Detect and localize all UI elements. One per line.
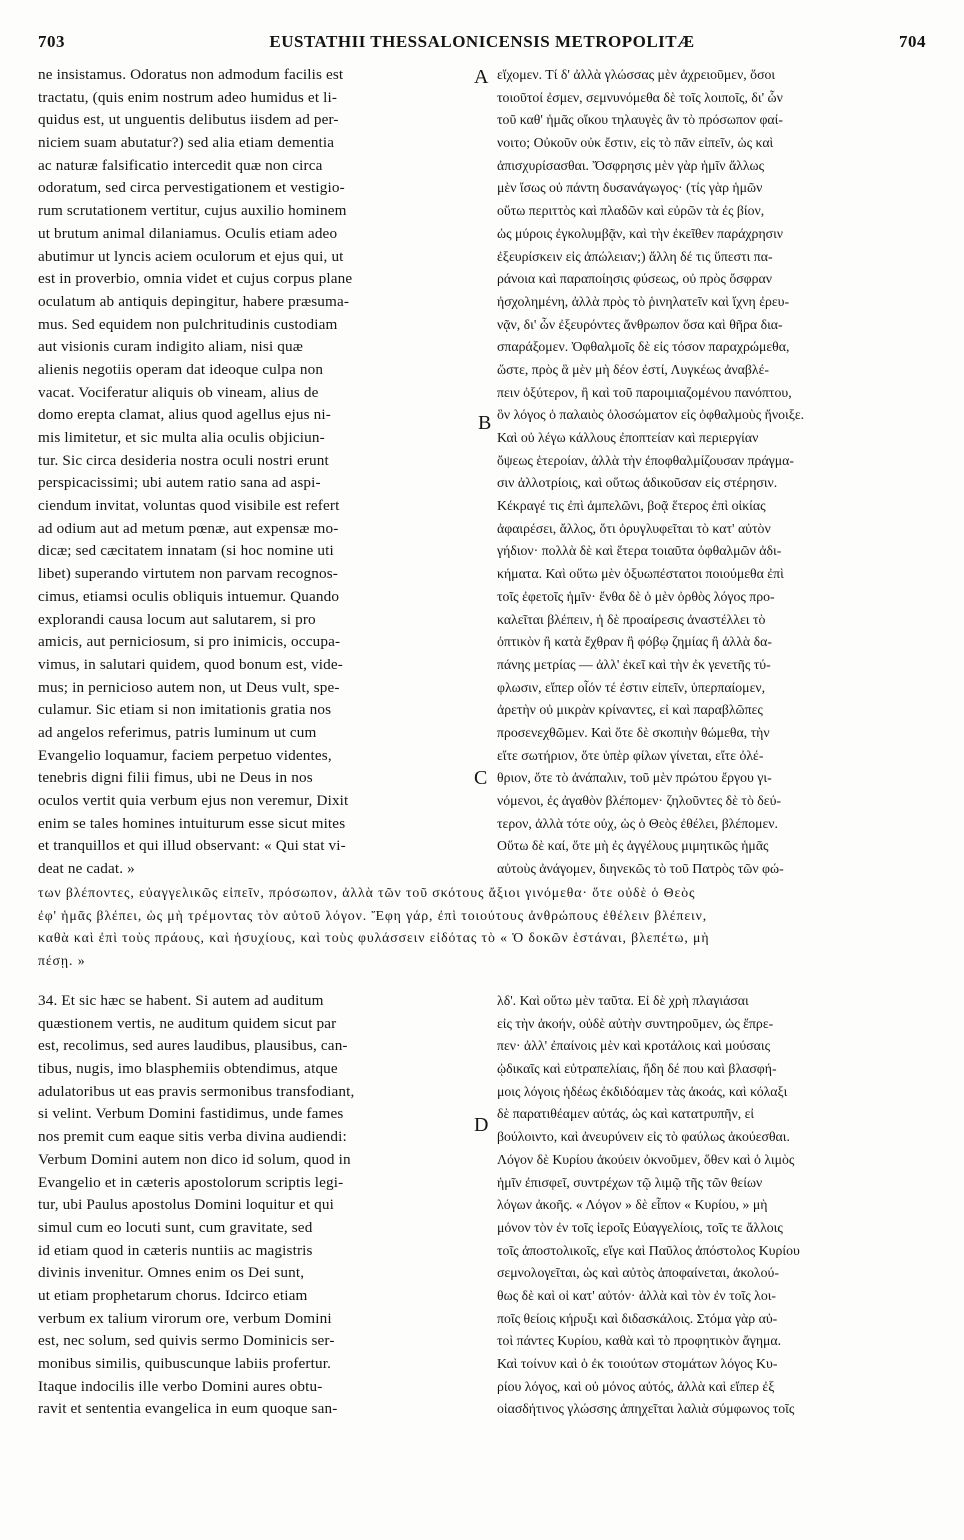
greek-text-line: ρίου λόγος, καὶ οὐ μόνος αὐτός, ἀλλὰ καὶ εἴπερ ἐξ: [497, 1378, 775, 1394]
page-header: [38, 32, 926, 56]
latin-column-top: [38, 64, 472, 881]
latin-text-line: Evangelio loquamur, faciem perpetuo videntes,: [38, 746, 332, 764]
greek-text-line: αὐτοὺς ἀνάγομεν, διηνεκῶς τὸ τοῦ Πατρὸς τῶν φώ-: [497, 861, 784, 877]
greek-column-bottom: [497, 990, 929, 1421]
greek-text-line: ᾠδικαῖς καὶ εὐτραπελίαις, ἤδη δέ που καὶ βλασφή-: [497, 1061, 777, 1077]
latin-text-line: est, nec solum, sed quivis sermo Dominicis ser-: [38, 1332, 335, 1350]
greek-text-line: καλεῖται βλέπειν, ἡ δὲ προαίρεσις ἀναστέλλει τὸ: [497, 611, 766, 627]
greek-text-line: εἰς τὴν ἀκοήν, οὐδὲ αὐτὴν συντηροῦμεν, ὡς ἔπρε-: [497, 1015, 774, 1031]
latin-text-line: nos premit cum eaque sitis verba divina audiendi:: [38, 1128, 347, 1146]
greek-text-line: νᾷν, δι' ὧν ἐξευρόντες ἄνθρωπον ὅσα καὶ θῆρα δια-: [497, 316, 783, 332]
greek-text-line: οἱασδήτινος γλώσσης ἀπηχεῖται λαλιὰ σύμφωνος τοῖς: [497, 1401, 795, 1417]
latin-text-line: tur, ubi Paulus apostolus Domini loquitur et qui: [38, 1196, 334, 1214]
latin-text-line: libet) superando virtutem non parvam recognos-: [38, 565, 339, 583]
running-title: EUSTATHII THESSALONICENSIS METROPOLITÆ: [269, 32, 695, 51]
greek-text-line: ἐφ' ἡμᾶς βλέπει, ὡς μὴ τρέμοντας τὸν αὐτοῦ λόγον. Ἔφη γάρ, ἐπὶ τοιούτους ἀνθρώπους ἐθέλειν βλέπειν,: [38, 907, 708, 923]
greek-text-line: ὀπτικὸν ἢ κατὰ ἔχθραν ἢ φόβῳ ζημίας ἢ ἀλλὰ δα-: [497, 634, 772, 650]
greek-text-line: καθὰ καὶ ἐπὶ τοὺς πράους, καὶ ἡσυχίους, καὶ τοὺς φυλάσσειν εἰδότας τὸ « Ὁ δοκῶν ἑστάναι, βλεπέτω, μὴ: [38, 930, 710, 946]
latin-text-line: tur. Sic circa desideria nostra oculi nostri erunt: [38, 451, 329, 469]
latin-text-line: alienis negotiis operam dat ideoque culpa non: [38, 360, 324, 378]
latin-text-line: tibus, nugis, imo blasphemiis obtendimus, atque: [38, 1060, 338, 1078]
latin-text-line: mus. Sed equidem non pulchritudinis custodiam: [38, 315, 338, 333]
greek-text-line: Οὕτω δὲ καί, ὅτε μὴ ἐς ἀγγέλους μιμητικῶς ἡμᾶς: [497, 838, 769, 854]
greek-text-line: Λόγον δὲ Κυρίου ἀκούειν ὀκνοῦμεν, ὅθεν καὶ ὁ λιμὸς: [497, 1151, 795, 1167]
greek-text-line: ἡμῖν ἐπισφεῖ, συντρέχων τῷ λιμῷ τῆς τῶν θείων: [497, 1174, 763, 1190]
latin-text-line: quidus est, ut unguentis delibutus iisdem ad per-: [38, 111, 339, 129]
greek-text-line: θριον, ὅτε τὸ ἀνάπαλιν, τοῦ μὲν πρώτου ἔργου γι-: [497, 770, 772, 786]
greek-text-line: νοιτο; Οὐκοῦν οὐκ ἔστιν, εἰς τὸ πᾶν εἰπεῖν, ὡς καὶ: [497, 135, 774, 151]
section-marker-d: D: [474, 1114, 489, 1136]
greek-text-line: πεν· ἀλλ' ἐπαίνοις μὲν καὶ κροτάλοις καὶ μούσαις: [497, 1038, 771, 1054]
greek-text-line: ἀρετὴν οὐ μικρὰν κρίναντες, εἰ καὶ παραβλῶπες: [497, 702, 763, 718]
latin-text-line: aut visionis curam indigito aliam, nisi quæ: [38, 338, 304, 356]
greek-text-line: τερον, ἀλλὰ τότε οὐχ, ὡς ὁ Θεὸς ἐθέλει, βλέπομεν.: [497, 815, 778, 831]
greek-text-line: των βλέποντες, εὐαγγελικῶς εἰπεῖν, πρόσωπον, ἀλλὰ τῶν τοῦ σκότους ἄξιοι γινόμεθα· ὅτε οὐδὲ ὁ Θεὸς: [38, 885, 696, 900]
greek-text-line: ὥστε, πρὸς ἃ μὲν μὴ δέον ἐστί, Λυγκέως ἀναβλέ-: [497, 361, 770, 377]
latin-text-line: culamur. Sic etiam si non imitationis gratia nos: [38, 701, 332, 719]
greek-text-line: σιν ἀλλοτρίοις, καὶ οὕτως ἀδικοῦσαν εἰς στέρησιν.: [497, 475, 778, 491]
latin-text-line: ut etiam prophetarum chorus. Idcirco etiam: [38, 1286, 308, 1304]
latin-text-line: ad angelos referimus, patris luminum ut cum: [38, 723, 317, 741]
latin-text-line: est, recolimus, sed aures laudibus, plausibus, can-: [38, 1037, 348, 1055]
latin-text-line: oculos vertit quia verbum ejus non veremur, Dixit: [38, 792, 349, 809]
latin-text-line: perspicacissimi; ubi autem ratio sana ad aspi-: [38, 474, 321, 492]
greek-text-line: εἴχομεν. Τί δ' ἀλλὰ γλώσσας μὲν ἀχρειοῦμεν, ὅσοι: [497, 67, 776, 82]
latin-text-line: ciendum invitat, voluntas quod visibile est refert: [38, 497, 340, 515]
latin-text-line: monibus similis, quibuscunque labiis profertur.: [38, 1355, 332, 1372]
greek-text-line: πάνης μετρίας — ἀλλ' ἐκεῖ καὶ τὴν ἐκ γενετῆς τύ-: [497, 656, 771, 672]
greek-text-line: ὄψεως ἑτεροίαν, ἀλλὰ τὴν ἐποφθαλμίζουσαν πράγμα-: [497, 452, 794, 468]
latin-text-line: domo erepta clamat, alius quod agellus ejus ni-: [38, 406, 332, 424]
greek-text-line: δὲ παρατιθέαμεν αὐτάς, ὡς καὶ κατατρυπῆν, εἰ: [497, 1106, 755, 1122]
greek-text-line: θως δὲ καὶ οἱ κατ' αὐτόν· ἀλλὰ καὶ τὸν ἐν τοῖς λοι-: [497, 1287, 777, 1303]
greek-text-line: Κέκραγέ τις ἐπὶ ἀμπελῶνι, βοᾷ ἕτερος ἐπὶ οἰκίας: [497, 498, 766, 514]
greek-text-line: τοῖς ἐφετοῖς ἡμῖν· ἔνθα δὲ ὁ μὲν ὀρθὸς λόγος προ-: [497, 588, 775, 604]
greek-text-line: σπαράξομεν. Ὀφθαλμοῖς δὲ εἰς τόσον παραχρώμεθα,: [497, 339, 790, 355]
latin-text-line: mis limitetur, et sic multa alia oculis objiciun-: [38, 429, 325, 446]
greek-text-line: μὲν ἴσως οὐ πάντη δυσανάγωγος· (τίς γὰρ ἡμῶν: [497, 180, 763, 196]
latin-text-line: id etiam quod in cæteris nuntiis ac magistris: [38, 1241, 313, 1259]
greek-full-width-continuation: [38, 882, 930, 973]
section-marker-b: B: [478, 412, 492, 434]
latin-text-line: ut brutum animal dilaniamus. Oculis etiam adeo: [38, 224, 338, 242]
latin-text-line: vimus, in salutari quidem, quod bonum est, vide-: [38, 655, 344, 673]
greek-text-line: ἠσχολημένη, ἀλλὰ πρὸς τὸ ῥινηλατεῖν καὶ ἴχνη ἐρευ-: [497, 293, 790, 309]
greek-text-line: τοιοῦτοί ἐσμεν, σεμνυνόμεθα δὲ τοῖς λοιποῖς, δι' ὧν: [497, 89, 783, 105]
greek-text-line: Καὶ τοίνυν καὶ ὁ ἐκ τοιούτων στομάτων λόγος Κυ-: [497, 1356, 778, 1371]
greek-text-line: κήματα. Καὶ οὕτω μὲν ὀξυωπέστατοι ποιούμεθα ἐπὶ: [497, 566, 784, 582]
latin-text-line: Verbum Domini autem non dico id solum, quod in: [38, 1150, 351, 1168]
greek-text-line: πέσῃ. »: [38, 953, 86, 969]
greek-text-line: ἀφαιρέσει, ἄλλος, ὅτι ὀρυγλυφεῖται τὸ κατ' αὐτὸν: [497, 520, 771, 536]
greek-column-top: [497, 64, 929, 881]
greek-text-line: οὕτω περιττὸς καὶ πλαδῶν καὶ εὐρῶν τὰ ἐς βίον,: [497, 203, 765, 219]
greek-text-line: τοῦ καθ' ἡμᾶς οἴκου τηλαυγὲς ἂν τὸ πρόσωπον φαί-: [497, 112, 783, 128]
latin-text-line: Itaque indocilis ille verbo Domini aures obtu-: [38, 1377, 323, 1395]
latin-text-line: si velint. Verbum Domini fastidimus, unde fames: [38, 1105, 344, 1123]
page-number-right: 704: [899, 32, 926, 51]
greek-text-line: ἀπισχυρίσασθαι. Ὄσφρησις μὲν γὰρ ἡμῖν ἄλλως: [497, 157, 765, 173]
latin-text-line: rum scrutationem vertitur, cujus auxilio hominem: [38, 202, 347, 220]
greek-text-line: τοὶ πάντες Κυρίου, καθὰ καὶ τὸ προφητικὸν ἄγημα.: [497, 1333, 782, 1349]
greek-text-line: νόμενοι, ἐς ἀγαθὸν βλέπομεν· ζηλοῦντες δὲ τὸ δεύ-: [497, 793, 782, 808]
latin-text-line: Evangelio et in cæteris apostolorum scriptis legi-: [38, 1173, 344, 1191]
latin-text-line: explorandi causa locum aut salutarem, si pro: [38, 610, 316, 628]
latin-text-line: ravit et sententia evangelica in eum quoque san-: [38, 1400, 338, 1418]
latin-text-line: oculatum ab antiquis depingitur, habere præsuma-: [38, 292, 350, 310]
latin-text-line: adulatoribus ut eas pravis sermonibus transfodiant,: [38, 1082, 355, 1100]
greek-text-line: μόνον τὸν ἐν τοῖς ἱεροῖς Εὐαγγελίοις, τοῖς τε ἄλλοις: [497, 1219, 783, 1235]
latin-text-line: mus; in pernicioso autem non, ut Deus vult, spe-: [38, 678, 340, 696]
greek-text-line: ράνοια καὶ παραποίησις φύσεως, οὐ πρὸς ὄσφραν: [497, 271, 772, 287]
greek-text-line: ὃν λόγος ὁ παλαιὸς ὁλοσώματον εἰς ὀφθαλμοὺς ἤνοιξε.: [497, 407, 805, 423]
latin-text-line: deat ne cadat. »: [38, 860, 135, 878]
latin-text-line: enim se tales homines intuiturum esse sicut mites: [38, 814, 346, 832]
latin-text-line: amicis, aut perniciosum, si pro inimicis, occupa-: [38, 633, 341, 651]
greek-text-line: φλωσιν, εἴπερ οἷόν τέ ἐστιν εἰπεῖν, ὑπερπαίομεν,: [497, 679, 766, 695]
latin-text-line: dicæ; sed cæcitatem innatam (si hoc nomine uti: [38, 542, 334, 560]
latin-text-line: vacat. Vociferatur aliquis ob vineam, alius de: [38, 383, 319, 401]
latin-text-line: divinis invenitur. Omnes enim os Dei sunt,: [38, 1264, 305, 1282]
latin-text-line: tractatu, (quis enim nostrum adeo humidus et li-: [38, 88, 338, 106]
latin-text-line: abutimur ut lyncis aciem oculorum et ejus qui, ut: [38, 247, 344, 265]
greek-text-line: ποῖς θείοις κήρυξι καὶ διδασκάλοις. Στόμα γὰρ αὐ-: [497, 1310, 778, 1326]
greek-text-line: εἴτε σωτήριον, ὅτε ὑπὲρ φίλων γίνεται, εἴτε ὀλέ-: [497, 747, 764, 763]
latin-text-line: ne insistamus. Odoratus non admodum facilis est: [38, 66, 344, 83]
greek-text-line: γήδιον· πολλὰ δὲ καὶ ἕτερα τοιαῦτα ὀφθαλμῶν ἀδι-: [497, 543, 782, 559]
greek-text-line: σεμνολογεῖται, ὡς καὶ αὐτὸς ἀποφαίνεται, ἀκολού-: [497, 1265, 779, 1281]
latin-text-line: tenebris digni filii fimus, ubi ne Deus in nos: [38, 769, 313, 787]
latin-text-line: et tranquillos et qui illud observant: « Qui stat vi-: [38, 837, 346, 855]
latin-column-bottom: [38, 990, 472, 1421]
greek-text-line: λόγων ἀκοῆς. « Λόγον » δὲ εἶπον « Κυρίου, » μὴ: [497, 1197, 768, 1213]
page-number-left: 703: [38, 32, 65, 51]
latin-text-line: ac naturæ falsificatio intercedit quæ non circa: [38, 156, 323, 174]
greek-text-line: προσενεχθῶμεν. Καὶ ὅτε δὲ σκοπιὴν θώμεθα, τὴν: [497, 724, 770, 740]
greek-text-line: Καὶ οὐ λέγω κάλλους ἐποπτείαν καὶ περιεργίαν: [497, 430, 759, 445]
greek-text-line: λδ'. Καὶ οὕτω μὲν ταῦτα. Εἰ δὲ χρὴ πλαγιάσαι: [497, 993, 749, 1008]
greek-text-line: ὡς μύροις ἐγκολυμβᾷν, καὶ τὴν ἐκεῖθεν παράχρησιν: [497, 225, 784, 241]
latin-text-line: simul cum eo locuti sunt, cum gravitate, sed: [38, 1218, 313, 1236]
latin-text-line: odoratum, sed circa pervestigationem et vestigio-: [38, 179, 345, 197]
greek-text-line: μοις λόγοις ἡδέως ἐκδιδόαμεν τὰς ἀκοάς, καὶ κόλαξι: [497, 1083, 788, 1099]
section-marker-a: A: [474, 66, 489, 88]
latin-text-line: cimus, etiamsi oculis obliquis intuemur. Quando: [38, 587, 340, 605]
latin-text-line: verbum ex talium virorum ore, verbum Domini: [38, 1309, 332, 1327]
latin-text-line: niciem suam abutatur?) sed alia etiam dementia: [38, 134, 335, 152]
section-marker-c: C: [474, 767, 488, 789]
greek-text-line: πειν ὀξύτερον, ἢ καὶ τοῦ παροιμιαζομένου πανόπτου,: [497, 384, 792, 400]
latin-text-line: quæstionem vertis, ne auditum quidem sicut par: [38, 1014, 337, 1032]
greek-text-line: ἐξευρίσκειν εἰς ἀπώλειαν;) ἄλλη δέ τις ὕπεστι πα-: [497, 248, 773, 264]
latin-text-line: est in proverbio, omnia videt et cujus corpus plane: [38, 270, 353, 288]
latin-text-line: ad odium aut ad metum pœnæ, aut expensæ mo-: [38, 519, 339, 537]
latin-text-line: 34. Et sic hæc se habent. Si autem ad auditum: [38, 992, 324, 1009]
greek-text-line: τοῖς ἀποστολικοῖς, εἴγε καὶ Παῦλος ἀπόστολος Κυρίου: [497, 1242, 800, 1258]
greek-text-line: βούλοιντο, καὶ ἀνευρύνειν εἰς τὸ φαύλως ἀκούεσθαι.: [497, 1129, 790, 1145]
